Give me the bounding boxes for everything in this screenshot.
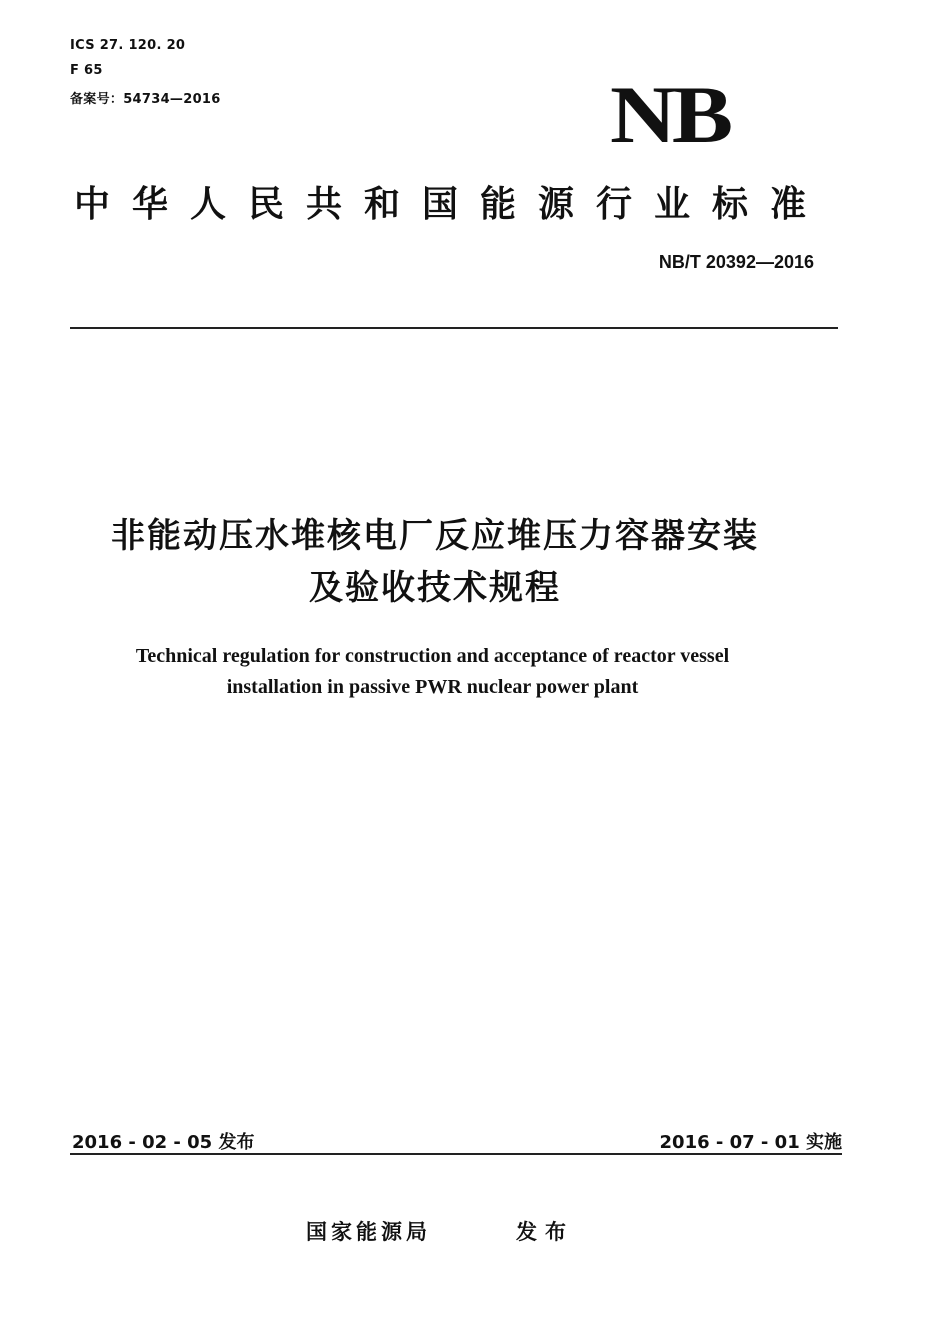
bottom-divider [70,1153,842,1155]
ccs-code: F 65 [70,63,103,78]
title-en-line2: installation in passive PWR nuclear power plant [226,676,639,698]
publisher-name: 国家能源局 [306,1220,431,1244]
record-number [70,88,221,107]
title-zh-line1: 非能动压水堆核电厂反应堆压力容器安装 [111,516,759,556]
title-en-line1: Technical regulation for construction and acceptance of reactor vessel [135,645,730,667]
ics-code: ICS 27. 120. 20 [70,38,186,53]
record-label: 备案号： [70,92,124,107]
issue-date: 2016 - 02 - 05 发布 [72,1132,255,1153]
record-value: 54734—2016 [123,92,221,107]
top-divider [70,327,838,329]
nb-logo: NB [610,69,729,160]
title-zh-line2: 及验收技术规程 [309,568,561,608]
publish-label: 发布 [516,1220,574,1244]
implementation-date: 2016 - 07 - 01 实施 [659,1132,842,1153]
standard-number: NB/T 20392—2016 [658,252,814,272]
header-title: 中华人民共和国能源行业标准 [74,184,829,225]
